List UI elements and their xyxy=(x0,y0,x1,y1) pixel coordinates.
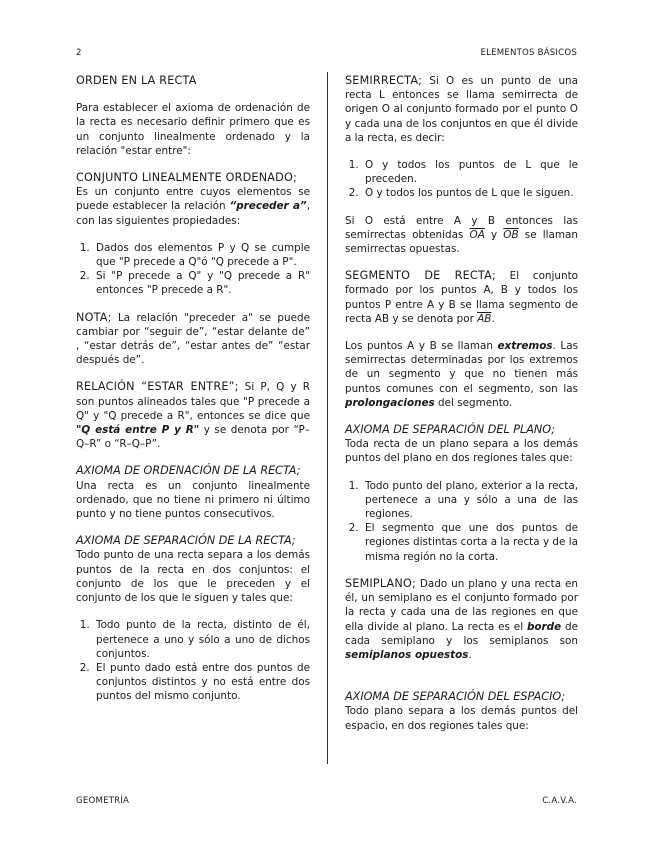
nota-paragraph: NOTA; La relación "preceder a" se puede cambiar por “seguir de”, “estar delante de” , “estar detrás de”, “estar antes de” “estar después de”. xyxy=(76,310,310,367)
axioma-separacion-recta-text: Todo punto de una recta separa a los demás puntos de la recta en dos conjuntos: el conjunto de los que le preceden y el conjunto de los que le siguen y tales que: xyxy=(76,549,310,605)
prolongaciones-term: prolongaciones xyxy=(345,396,435,409)
axioma-espacio-title: AXIOMA DE SEPARACIÓN DEL ESPACIO; xyxy=(345,690,566,704)
axioma-separacion-recta-list xyxy=(76,618,310,703)
axioma-ordenacion-text: Una recta es un conjunto linealmente ordenado, que no tiene ni primero ni último punto y no tiene puntos consecutivos. xyxy=(76,479,310,521)
list-item: 2. El segmento que une dos puntos de regiones distintas corta a la recta y de la misma región no la corta. xyxy=(362,521,578,564)
list-item: 1. Todo punto del plano, exterior a la recta, pertenece a una y sólo a una de las regiones. xyxy=(362,479,578,522)
list-item: 2. El punto dado está entre dos puntos de conjuntos distintos y no está entre dos puntos del mismo conjunto. xyxy=(93,661,310,704)
conjunto-text: Es un conjunto entre cuyos elementos se puede establecer la relación “preceder a”, con las siguientes propiedades: xyxy=(76,186,310,227)
running-title: ELEMENTOS BÁSICOS xyxy=(480,48,577,58)
left-column xyxy=(76,74,310,717)
list-item: 1. Dados dos elementos P y Q se cumple que "P precede a Q"ó "Q precede a P". xyxy=(93,241,310,269)
segmento-paragraph: SEGMENTO DE RECTA; El conjunto formado por los puntos A, B y todos los puntos P entre A y B se llama segmento de recta AB y se denota por $\overline{AB}$. xyxy=(345,269,578,325)
ray-oa: $\overline{OA}$ xyxy=(469,228,485,241)
semirrecta-paragraph: SEMIRRECTA; Si O es un punto de una recta L entonces se llama semirrecta de origen O al conjunto formado por el punto O y cada una de los conjuntos en que él divide a la recta, es decir: xyxy=(345,74,578,144)
right-column xyxy=(345,74,578,746)
extremos-paragraph: Los puntos A y B se llaman extremos. Las semirrectas determinadas por los extremos de un segmento y que no tienen más puntos comunes con el segmento, son las prolongaciones del segmento. xyxy=(345,340,578,409)
semirrectas-opuestas-paragraph: Si O está entre A y B entonces las semirrectas obtenidas $\overline{OA}$ y $\overline{OB}$ se llaman semirrectas opuestas. xyxy=(345,214,578,256)
axioma-plano-list xyxy=(345,479,578,564)
semiplano-paragraph: SEMIPLANO; Dado un plano y una recta en él, un semiplano es el conjunto formado por la recta y cada una de las regiones en que ella divide al plano. La recta es el borde de cada semiplano y los semiplanos son semiplanos opuestos. xyxy=(345,576,578,661)
column-divider xyxy=(327,72,328,764)
conjunto-properties-list xyxy=(76,241,310,298)
list-item: 1. Todo punto de la recta, distinto de él, pertenece a uno y sólo a uno de dichos conjuntos. xyxy=(93,618,310,661)
semiplanos-opuestos-term: semiplanos opuestos xyxy=(345,648,469,661)
relacion-paragraph: RELACIÓN “ESTAR ENTRE”; Si P, Q y R son puntos alineados tales que "P precede a Q" y "Q precede a R", entonces se dice que "Q está entre P y R" y se denota por “P–Q–R” o “R–Q–P”. xyxy=(76,380,310,451)
segmento-title: SEGMENTO DE RECTA; xyxy=(345,269,496,283)
footer-right: C.A.V.A. xyxy=(542,796,577,806)
axioma-plano-title: AXIOMA DE SEPARACIÓN DEL PLANO; xyxy=(345,423,556,437)
orden-intro: Para establecer el axioma de ordenación de la recta es necesario definir primero que es un conjunto linealmente ordenado y la relación "estar entre": xyxy=(76,102,310,157)
preceder-a-term: “preceder a” xyxy=(229,200,307,213)
borde-term: borde xyxy=(526,620,562,633)
list-item: 2. Si "P precede a Q" y "Q precede a R" entonces "P precede a R". xyxy=(93,269,310,297)
extremos-term: extremos xyxy=(497,340,553,353)
conjunto-title: CONJUNTO LINEALMENTE ORDENADO; xyxy=(76,171,297,185)
list-item: 1. O y todos los puntos de L que le preceden. xyxy=(362,158,578,186)
semiplano-title: SEMIPLANO; xyxy=(345,576,416,590)
segment-ab: $\overline{AB}$ xyxy=(477,312,492,325)
semirrecta-title: SEMIRRECTA; xyxy=(345,74,423,87)
list-item: 2. O y todos los puntos de L que le siguen. xyxy=(362,186,578,200)
q-entre-term: "Q está entre P y R" xyxy=(76,424,200,437)
relacion-title: RELACIÓN “ESTAR ENTRE”; xyxy=(76,380,239,394)
footer-left: GEOMETRÍA xyxy=(76,796,130,806)
orden-title: ORDEN EN LA RECTA xyxy=(76,74,197,87)
ray-ob: $\overline{OB}$ xyxy=(503,228,519,241)
axioma-ordenacion-title: AXIOMA DE ORDENACIÓN DE LA RECTA; xyxy=(76,464,301,478)
axioma-separacion-recta-title: AXIOMA DE SEPARACIÓN DE LA RECTA; xyxy=(76,534,296,548)
page-number: 2 xyxy=(76,48,82,58)
semirrecta-list xyxy=(345,158,578,201)
axioma-plano-text: Toda recta de un plano separa a los demás puntos del plano en dos regiones tales que: xyxy=(345,438,578,465)
nota-label: NOTA; xyxy=(76,310,112,324)
axioma-espacio-text: Todo plano separa a los demás puntos del espacio, en dos regiones tales que: xyxy=(345,705,578,732)
